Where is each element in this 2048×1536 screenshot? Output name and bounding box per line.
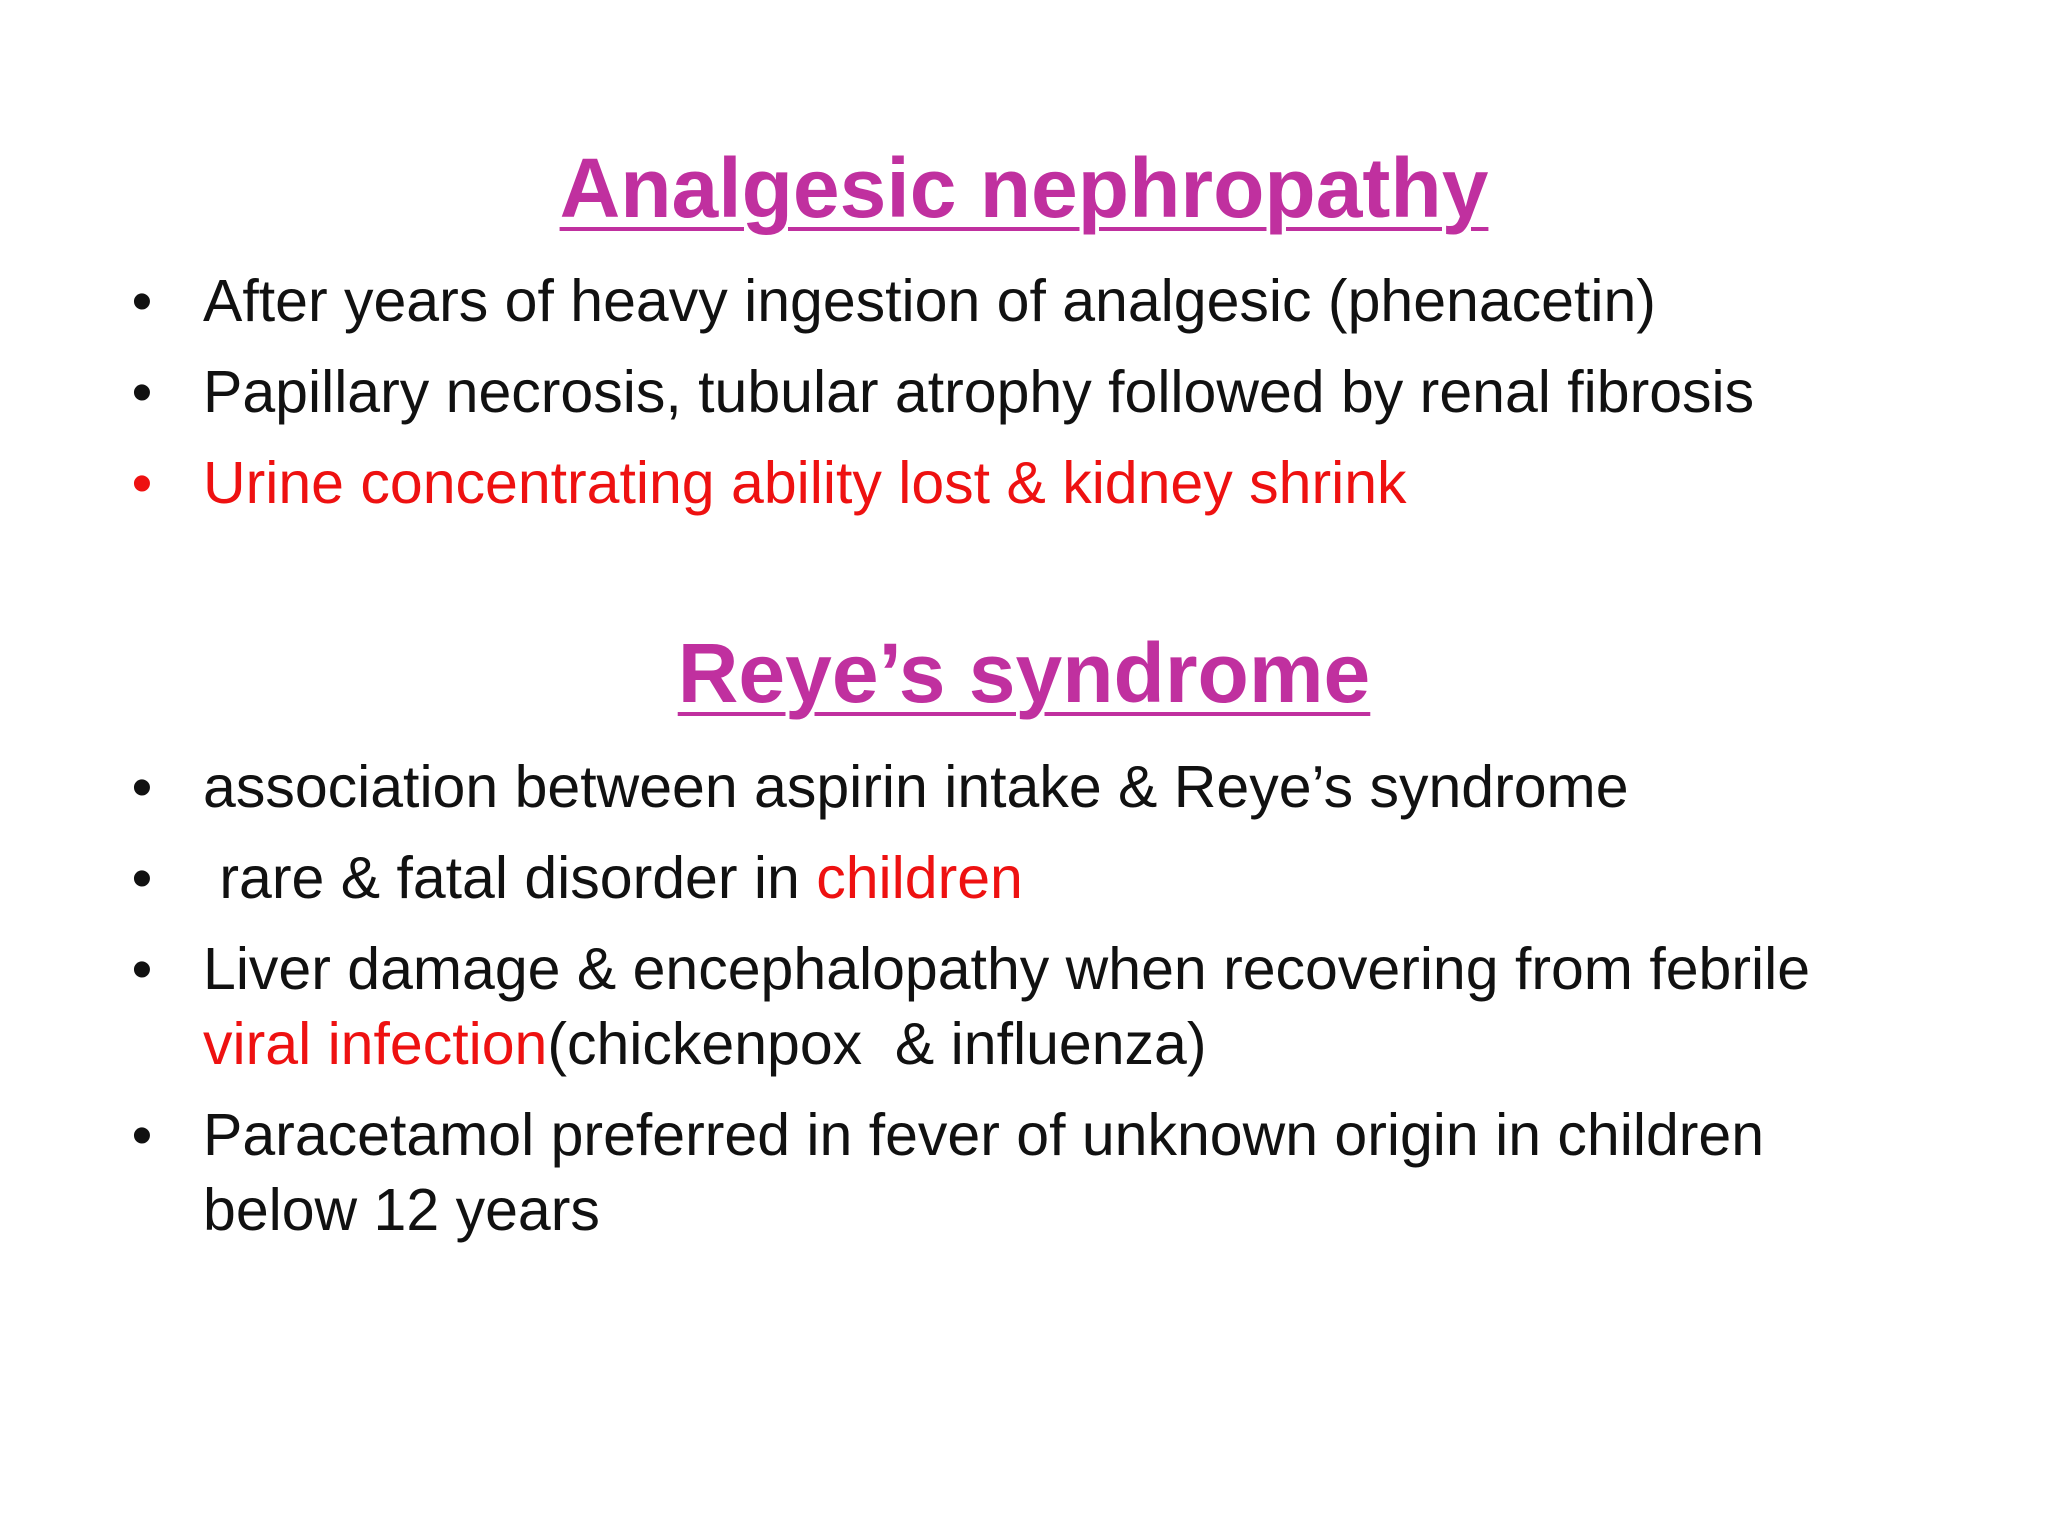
item-text-highlight: children xyxy=(816,845,1023,911)
item-line-2: below 12 years xyxy=(203,1177,600,1243)
item-text: Papillary necrosis, tubular atrophy followed by renal fibrosis xyxy=(203,359,1755,425)
bullet: • xyxy=(131,268,153,334)
analgesic-nephropathy-list xyxy=(0,264,2048,537)
bullet: • xyxy=(131,845,153,911)
list-item xyxy=(0,932,2048,1082)
item-line-1: Liver damage & encephalopathy when recovering from febrile xyxy=(203,936,1811,1002)
bullet: • xyxy=(131,754,153,820)
bullet: • xyxy=(131,936,153,1002)
list-item xyxy=(0,750,2048,825)
item-line-2-highlight: viral infection xyxy=(203,1011,548,1077)
reyes-syndrome-list xyxy=(0,750,2048,1264)
heading-reyes-syndrome xyxy=(0,625,2048,722)
heading-text: Reye’s syndrome xyxy=(677,626,1371,720)
item-line-1: Paracetamol preferred in fever of unknown origin in children xyxy=(203,1102,1765,1168)
list-item xyxy=(0,446,2048,521)
list-item xyxy=(0,1098,2048,1248)
item-text: Urine concentrating ability lost & kidney shrink xyxy=(203,450,1407,516)
item-line-2-rest: (chickenpox & influenza) xyxy=(547,1011,1207,1077)
item-text: association between aspirin intake & Reye’s syndrome xyxy=(203,754,1629,820)
list-item xyxy=(0,264,2048,339)
item-text xyxy=(203,845,1023,911)
item-text-before: rare & fatal disorder in xyxy=(203,845,817,911)
heading-analgesic-nephropathy xyxy=(0,140,2048,237)
list-item xyxy=(0,355,2048,430)
bullet: • xyxy=(131,450,153,516)
heading-text: Analgesic nephropathy xyxy=(559,141,1489,235)
item-text: After years of heavy ingestion of analgesic (phenacetin) xyxy=(203,268,1656,334)
list-item xyxy=(0,841,2048,916)
bullet: • xyxy=(131,359,153,425)
bullet: • xyxy=(131,1102,153,1168)
